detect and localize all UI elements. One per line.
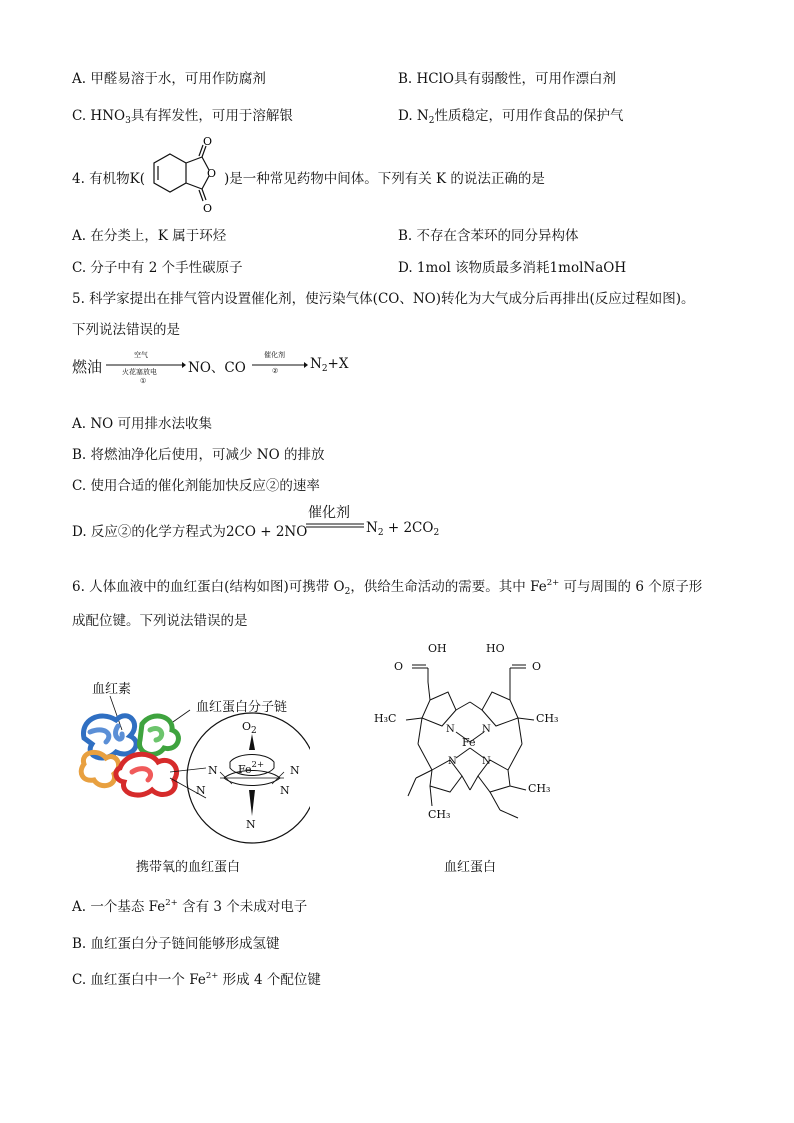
q5-option-c: C. 使用合适的催化剂能加快反应②的速率 [72,478,320,494]
q4-stem-prefix: 4. 有机物K( [72,171,146,187]
label-oh-left: OH [428,642,447,655]
q6-option-a: A. 一个基态 $Fe^{2+}$ 含有 3 个未成对电子 [72,898,308,915]
label-n-right-bottom: N [280,784,290,797]
label-o-right: O [532,660,542,673]
scheme-arrow2 [252,360,308,370]
label-n-right-top: N [290,764,300,777]
q5-option-d: D. 反应②的化学方程式为2CO + 2NO [72,524,308,540]
label-h3c-left: H₃C [374,712,397,725]
scheme-arrow1-num: ① [140,377,147,385]
label-n-br: N [482,756,491,767]
q3-option-c: C. $HNO_3$具有挥发性，可用于溶解银 [72,108,293,126]
q4-option-c: C. 分子中有 2 个手性碳原子 [72,260,243,276]
q5-equation-condition: 催化剂 [308,505,350,521]
k-structure-o-top: O [203,136,213,148]
q4-option-d: D. 1mol 该物质最多消耗1molNaOH [398,260,627,276]
scheme-arrow2-top: 催化剂 [264,351,285,359]
label-n-left-top: N [208,764,218,777]
k-structure-diagram [148,136,226,216]
label-ch3-right-lower: CH₃ [528,782,551,795]
scheme-arrow1-bottom: 火花塞放电 [122,368,157,376]
label-o2: $O_2$ [242,720,257,736]
q3-option-d: D. $N_2$性质稳定，可用作食品的保护气 [398,108,624,126]
scheme-intermediates: NO、CO [188,360,246,376]
q6-option-b: B. 血红蛋白分子链间能够形成氢键 [72,936,280,952]
scheme-arrow2-num: ② [272,367,279,375]
q6-figure-left [70,668,310,878]
scheme-arrow1-top: 空气 [134,351,148,359]
q6-stem-line2: 成配位键。下列说法错误的是 [72,613,248,629]
label-protein-chain: 血红蛋白分子链 [196,700,288,715]
scheme-fuel: 燃油 [72,358,103,376]
q5-option-b: B. 将燃油净化后使用，可减少 NO 的排放 [72,447,325,463]
label-oh-right: HO [486,642,505,655]
k-structure-o-bottom: O [203,202,213,215]
scheme-arrow1 [106,360,186,370]
q5-equation-equals [306,523,364,529]
q5-option-a: A. NO 可用排水法收集 [72,416,213,432]
label-heme: 血红素 [92,682,132,697]
label-o-left: O [394,660,404,673]
q5-reaction-scheme [72,350,372,390]
label-n-tl: N [446,724,455,735]
q4-option-a: A. 在分类上，K 属于环烃 [72,228,227,244]
label-fe-center: Fe [462,736,476,749]
label-ch3-right: CH₃ [536,712,559,725]
label-fe2plus: $Fe^{2+}$ [238,760,265,776]
scheme-products: $N_2+X$ [310,356,349,374]
q5-stem-line1: 5. 科学家提出在排气管内设置催化剂，使污染气体(CO、NO)转化为大气成分后再排出(反应过程如图)。 [72,291,695,307]
q6-figure-right [370,640,590,880]
q4-option-b: B. 不存在含苯环的同分异构体 [398,228,579,244]
q6-option-c: C. 血红蛋白中一个 $Fe^{2+}$ 形成 4 个配位键 [72,971,321,988]
label-n-bl: N [448,756,457,767]
q6-stem-line1: 6. 人体血液中的血红蛋白(结构如图)可携带 $O_2$，供给生命活动的需要。其中 $Fe^{2+}$ 可与周围的 6 个原子形 [72,578,703,597]
label-n-left-bottom: N [196,784,206,797]
q3-option-a: A. 甲醛易溶于水，可用作防腐剂 [72,71,266,87]
label-n-tr: N [482,724,491,735]
q4-stem-suffix: )是一种常见药物中间体。下列有关 K 的说法正确的是 [224,171,545,187]
label-n-bottom: N [246,818,256,831]
hemoglobin-illustration [70,668,310,848]
q3-option-b: B. HClO具有弱酸性，可用作漂白剂 [398,71,616,87]
label-ch3-bottom: CH₃ [428,808,451,821]
caption-right: 血红蛋白 [444,860,497,875]
q5-stem-line2: 下列说法错误的是 [72,322,180,338]
q5-equation-products: $N_2 + 2CO_2$ [366,520,440,538]
k-structure-o-ring: O [207,167,217,180]
caption-left: 携带氧的血红蛋白 [136,860,241,875]
